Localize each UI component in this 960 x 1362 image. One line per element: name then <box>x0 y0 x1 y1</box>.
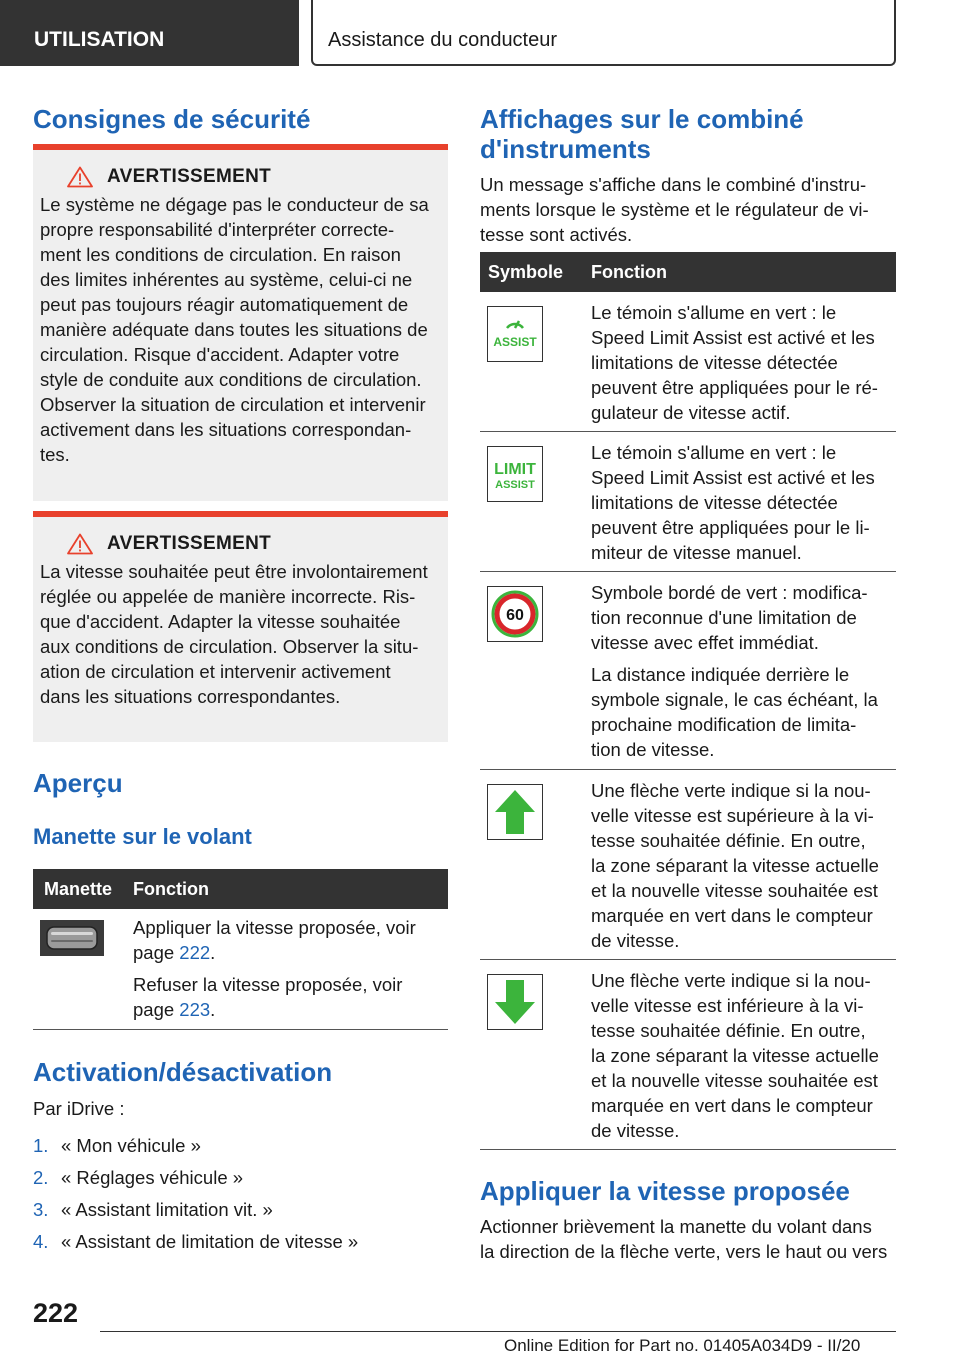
list-item <box>33 1133 448 1158</box>
list-item <box>33 1229 448 1254</box>
text-line: de vitesse. <box>591 1120 680 1141</box>
page-ref-prefix: page <box>133 942 180 963</box>
text-line: propre responsabilité d'interpréter correcte- <box>40 219 395 240</box>
page-header <box>0 0 960 66</box>
text-line: activement dans les situations correspondan- <box>40 419 412 440</box>
section-tab[interactable]: UTILISATION <box>0 0 299 66</box>
limit-assist-icon <box>487 446 543 502</box>
page-link-222[interactable]: 222 <box>179 942 211 963</box>
text-line: tesse souhaitée définie. En outre, <box>591 830 866 851</box>
table-header <box>480 252 896 292</box>
warning-box-2 <box>33 511 448 742</box>
safety-title: Consignes de sécurité <box>33 104 311 134</box>
display-intro <box>480 172 896 247</box>
title-line: Affichages sur le combiné <box>480 104 804 134</box>
idrive-intro: Par iDrive : <box>33 1098 125 1119</box>
text-line: Le témoin s'allume en vert : le <box>591 442 837 463</box>
table-row <box>480 960 896 1150</box>
text-line: marquée en vert dans le compteur <box>591 905 873 926</box>
text-line: Le témoin s'allume en vert : le <box>591 302 837 323</box>
text-line: vitesse avec effet immédiat. <box>591 632 819 653</box>
warning-triangle-icon <box>67 166 93 188</box>
function-line: Refuser la vitesse proposée, voir <box>133 974 403 995</box>
text-line: et la nouvelle vitesse souhaitée est <box>591 880 878 901</box>
text-line: miteur de vitesse manuel. <box>591 542 802 563</box>
icon-label: ASSIST <box>495 479 535 491</box>
column-header: Fonction <box>591 261 667 282</box>
arrow-up-icon <box>487 784 543 840</box>
text-line: Le système ne dégage pas le conducteur de sa <box>40 194 429 215</box>
text-line: tes. <box>40 444 70 465</box>
display-title <box>480 104 804 164</box>
text-line: gulateur de vitesse actif. <box>591 402 791 423</box>
column-header: Symbole <box>488 261 564 282</box>
text-line: Speed Limit Assist est activé et les <box>591 327 875 348</box>
speed-sign-60-icon <box>487 586 543 642</box>
text-line: la zone séparant la vitesse actuelle <box>591 1045 879 1066</box>
text-line: peut pas toujours réagir automatiquement de <box>40 294 409 315</box>
column-header: Fonction <box>133 878 209 899</box>
step-number: 2. <box>33 1167 49 1188</box>
page-ref-prefix: page <box>133 999 180 1020</box>
text-line: tesse souhaitée définie. En outre, <box>591 1020 866 1041</box>
symbol-table <box>480 252 896 1150</box>
step-text: « Mon véhicule » <box>61 1135 201 1156</box>
edition-text: Online Edition for Part no. 01405A034D9 - II/20 <box>504 1336 861 1355</box>
step-text: « Assistant de limitation de vitesse » <box>61 1231 359 1252</box>
function-text <box>591 440 891 565</box>
activation-title: Activation/désactivation <box>33 1057 333 1087</box>
step-number: 4. <box>33 1231 49 1252</box>
text-line: dans les situations correspondantes. <box>40 686 341 707</box>
table-row <box>480 292 896 432</box>
list-item <box>33 1165 448 1190</box>
text-line: marquée en vert dans le compteur <box>591 1095 873 1116</box>
wheel-table <box>33 869 448 1030</box>
function-paragraph <box>591 580 891 655</box>
warning-label: AVERTISSEMENT <box>107 166 272 187</box>
text-line: Speed Limit Assist est activé et les <box>591 467 875 488</box>
function-line <box>133 997 443 1022</box>
text-line: style de conduite aux conditions de circulation. <box>40 369 422 390</box>
text-line: ments lorsque le système et le régulateur de vi- <box>480 199 869 220</box>
text-line: Une flèche verte indique si la nou- <box>591 780 871 801</box>
icon-label: ASSIST <box>493 335 537 349</box>
text-line: la zone séparant la vitesse actuelle <box>591 855 879 876</box>
text-line: tion reconnue d'une limitation de <box>591 607 857 628</box>
step-text: « Assistant limitation vit. » <box>61 1199 273 1220</box>
steps-list <box>33 1133 448 1261</box>
table-row <box>33 909 448 1030</box>
text-line: ment les conditions de circulation. En raison <box>40 244 401 265</box>
page-link-223[interactable]: 223 <box>179 999 211 1020</box>
text-line: Une flèche verte indique si la nou- <box>591 970 871 991</box>
icon-label: 60 <box>506 607 524 624</box>
text-line: et la nouvelle vitesse souhaitée est <box>591 1070 878 1091</box>
table-row <box>480 572 896 770</box>
function-text <box>591 968 891 1143</box>
function-text <box>591 778 891 953</box>
title-line: d'instruments <box>480 134 651 164</box>
text-line: prochaine modification de limita- <box>591 714 857 735</box>
text-line: ation de circulation et intervenir activement <box>40 661 391 682</box>
text-line: limitations de vitesse détectée <box>591 352 838 373</box>
punct: . <box>210 942 216 963</box>
text-line: manière adéquate dans toutes les situations de <box>40 319 428 340</box>
page-number: 222 <box>33 1298 79 1328</box>
text-line: réglée ou appelée de manière incorrecte. Ris- <box>40 586 416 607</box>
icon-label: LIMIT <box>494 461 536 478</box>
text-line: peuvent être appliquées pour le li- <box>591 517 870 538</box>
text-line: La distance indiquée derrière le <box>591 664 850 685</box>
text-line: Symbole bordé de vert : modifica- <box>591 582 868 603</box>
apply-title: Appliquer la vitesse proposée <box>480 1176 850 1206</box>
text-line: La vitesse souhaitée peut être involontairement <box>40 561 428 582</box>
steering-rocker-icon <box>40 920 104 956</box>
warning-text <box>40 192 440 467</box>
warning-triangle-icon <box>67 533 93 555</box>
text-line: que d'accident. Adapter la vitesse souhaitée <box>40 611 401 632</box>
text-line: symbole signale, le cas échéant, la <box>591 689 878 710</box>
wheel-subtitle: Manette sur le volant <box>33 824 252 849</box>
list-item <box>33 1197 448 1222</box>
text-line: aux conditions de circulation. Observer la situ- <box>40 636 419 657</box>
text-line: tesse sont activés. <box>480 224 633 245</box>
assist-icon <box>487 306 543 362</box>
punct: . <box>210 999 216 1020</box>
text-line: des limites inhérentes au système, celui-ci ne <box>40 269 413 290</box>
chapter-tab[interactable]: Assistance du conducteur <box>311 0 896 66</box>
step-text: « Réglages véhicule » <box>61 1167 244 1188</box>
text-line: Actionner brièvement la manette du volant dans <box>480 1216 872 1237</box>
warning-box-1 <box>33 144 448 501</box>
text-line: velle vitesse est supérieure à la vi- <box>591 805 874 826</box>
table-row <box>480 432 896 572</box>
function-line <box>133 940 443 965</box>
function-text <box>591 300 891 425</box>
table-row <box>480 770 896 960</box>
apply-text <box>480 1214 896 1264</box>
text-line: Observer la situation de circulation et intervenir <box>40 394 426 415</box>
warning-label: AVERTISSEMENT <box>107 533 272 554</box>
function-text <box>591 580 891 762</box>
arrow-down-icon <box>487 974 543 1030</box>
text-line: Un message s'affiche dans le combiné d'instru- <box>480 174 867 195</box>
footer-divider <box>100 1331 896 1332</box>
text-line: limitations de vitesse détectée <box>591 492 838 513</box>
overview-title: Aperçu <box>33 768 123 798</box>
warning-text <box>40 559 440 709</box>
text-line: circulation. Risque d'accident. Adapter votre <box>40 344 400 365</box>
step-number: 1. <box>33 1135 49 1156</box>
text-line: tion de vitesse. <box>591 739 715 760</box>
text-line: velle vitesse est inférieure à la vi- <box>591 995 864 1016</box>
step-number: 3. <box>33 1199 49 1220</box>
function-line: Appliquer la vitesse proposée, voir <box>133 917 416 938</box>
function-paragraph <box>591 662 891 762</box>
column-header: Manette <box>44 878 113 899</box>
text-line: peuvent être appliquées pour le ré- <box>591 377 878 398</box>
text-line: de vitesse. <box>591 930 680 951</box>
function-text <box>133 915 443 1022</box>
table-header <box>33 869 448 909</box>
text-line: la direction de la flèche verte, vers le haut ou vers <box>480 1241 888 1262</box>
